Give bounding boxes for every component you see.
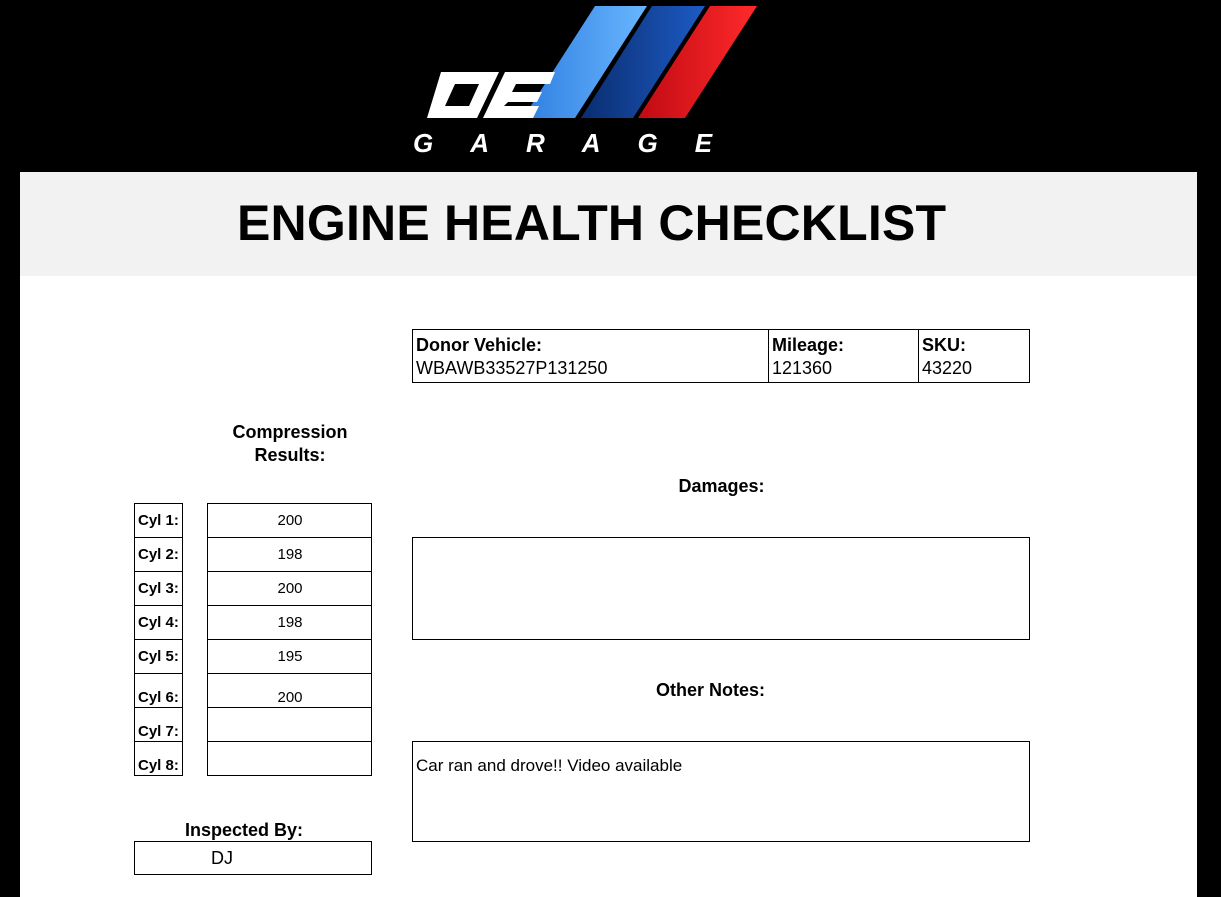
cyl-7-label: Cyl 7: [138,723,179,740]
other-notes-heading: Other Notes: [655,680,765,700]
donor-vehicle-value: WBAWB33527P131250 [416,358,608,378]
damages-box [412,537,1030,640]
cyl-1-label: Cyl 1: [138,512,179,529]
cylinder-label-column [134,503,183,776]
other-notes-value: Car ran and drove!! Video available [416,756,683,775]
mileage-cell [769,330,919,383]
mileage-value: 121360 [772,358,833,378]
sku-value: 43220 [922,358,973,378]
inspected-by-heading: Inspected By: [184,820,304,840]
compression-heading [210,421,370,467]
inspected-by-value: DJ [211,848,233,868]
cyl-6-label: Cyl 6: [138,689,179,706]
cyl-2-label: Cyl 2: [138,546,179,563]
logo-subtitle: GARAGE [413,128,750,158]
cyl-4-value: 198 [277,614,303,631]
cylinder-value-column [207,503,372,776]
cyl-2-value: 198 [277,546,303,563]
cyl-5-label: Cyl 5: [138,648,179,665]
cyl-4-label: Cyl 4: [138,614,179,631]
compression-heading-line1: Compression [232,422,348,442]
damages-heading: Damages: [678,476,765,496]
cyl-3-label: Cyl 3: [138,580,179,597]
checklist-sheet [20,172,1197,897]
compression-heading-line2: Results: [254,445,326,465]
sku-cell [919,330,1029,383]
oe-garage-logo [405,0,757,165]
title-band [20,172,1197,276]
mileage-label: Mileage: [772,335,845,355]
cyl-1-value: 200 [277,512,303,529]
donor-vehicle-label: Donor Vehicle: [416,335,543,355]
cyl-5-value: 195 [277,648,303,665]
donor-vehicle-cell [413,330,769,383]
sku-label: SKU: [922,335,966,355]
page-title: ENGINE HEALTH CHECKLIST [237,195,947,251]
vehicle-info-table [412,329,1030,383]
cyl-3-value: 200 [277,580,303,597]
cyl-6-value: 200 [277,689,303,706]
inspected-by-box [134,841,372,875]
other-notes-box [412,741,1030,842]
cyl-8-label: Cyl 8: [138,757,179,774]
